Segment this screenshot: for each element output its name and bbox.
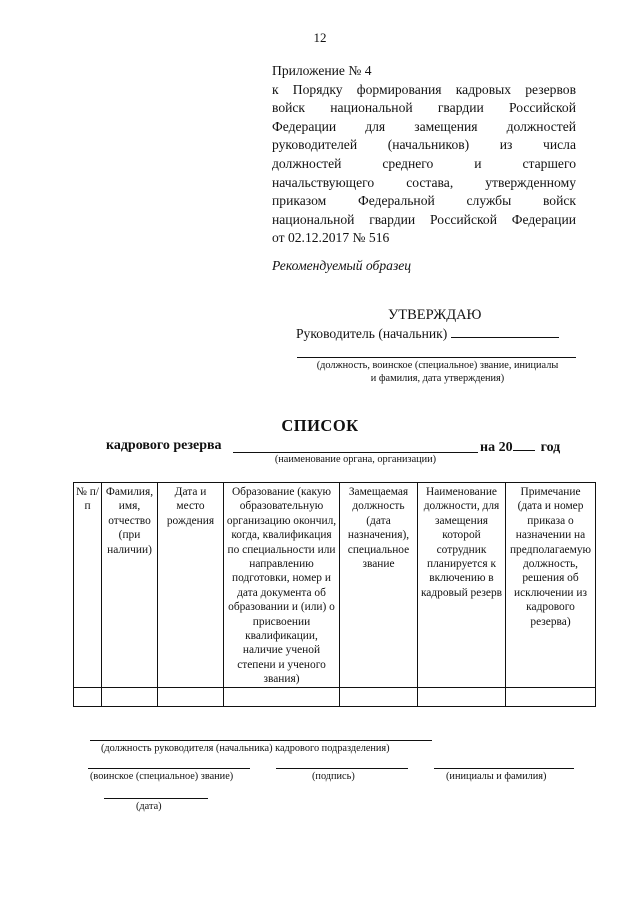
approval-caption-line: и фамилия, дата утверждения) [370,373,505,384]
table-cell [74,687,102,706]
sample-label: Рекомендуемый образец [272,258,412,273]
year-prefix: на 20 [480,440,513,455]
appendix-line: к Порядку формирования кадровых резервов [272,81,576,97]
table-header-row [74,483,596,688]
signature-caption: (подпись) [312,771,355,782]
date-caption: (дата) [136,801,162,812]
approval-caption-line: (должность, воинское (специальное) звание, инициалы [316,360,559,371]
approval-caption [290,359,585,385]
header-education: Образование (какую образовательную организацию окончил, когда, квалификация по специальности или направлению подготовки, номер и дата документа об образовании и (или) о присвоении квалификации, наличие ученой степени и ученого звания) [224,483,340,688]
approval-head-label: Руководитель (начальник) [296,326,448,341]
header-target-position: Наименование должности, для замещения которой сотрудник планируется к включению в кадровый резерв [418,483,506,688]
org-caption: (наименование органа, организации) [274,454,437,465]
date-line [104,798,208,799]
appendix-line: войск национальной гвардии Российской [272,100,576,116]
reserve-table [73,482,596,707]
rank-line [88,768,250,769]
table-cell [418,687,506,706]
list-title: СПИСОК [281,416,359,435]
header-full-name: Фамилия, имя, отчество (при наличии) [102,483,158,688]
approval-head-row [296,325,559,342]
rank-caption: (воинское (специальное) звание) [90,771,234,782]
table-cell [340,687,418,706]
reserve-label: кадрового резерва [106,438,222,453]
hr-position-line [90,740,432,741]
approval-blank-line [297,357,576,358]
table-cell [102,687,158,706]
appendix-line: начальствующего состава, утвержденному [272,174,576,190]
appendix-line: Приложение № 4 [272,63,372,78]
appendix-line: от 02.12.2017 № 516 [272,230,390,246]
header-note: Примечание (дата и номер приказа о назначении на предполагаемую должность, решения об исключении из кадрового резерва) [506,483,596,688]
page-number: 12 [313,30,327,45]
appendix-line: руководителей (начальников) из числа [272,137,576,153]
reserve-org-blank [233,452,478,453]
approval-title: УТВЕРЖДАЮ [388,307,482,323]
appendix-header [272,62,576,248]
header-current-position: Замещаемая должность (дата назначения), специальное звание [340,483,418,688]
signature-line [276,768,408,769]
name-caption: (инициалы и фамилия) [446,771,547,782]
table-cell [506,687,596,706]
header-birth: Дата и место рождения [158,483,224,688]
appendix-line: приказом Федеральной службы войск [272,193,576,209]
table-row [74,687,596,706]
year-blank [513,438,535,451]
header-number: № п/п [74,483,102,688]
appendix-line: должностей среднего и старшего [272,155,576,171]
table-cell [224,687,340,706]
year-suffix: год [540,440,561,455]
approval-head-blank [451,325,559,338]
table-cell [158,687,224,706]
hr-position-caption: (должность руководителя (начальника) кадрового подразделения) [101,743,390,754]
reserve-year [480,438,560,456]
appendix-line: Федерации для замещения должностей [272,118,576,134]
name-line [434,768,574,769]
appendix-line: национальной гвардии Российской Федерации [272,211,576,227]
